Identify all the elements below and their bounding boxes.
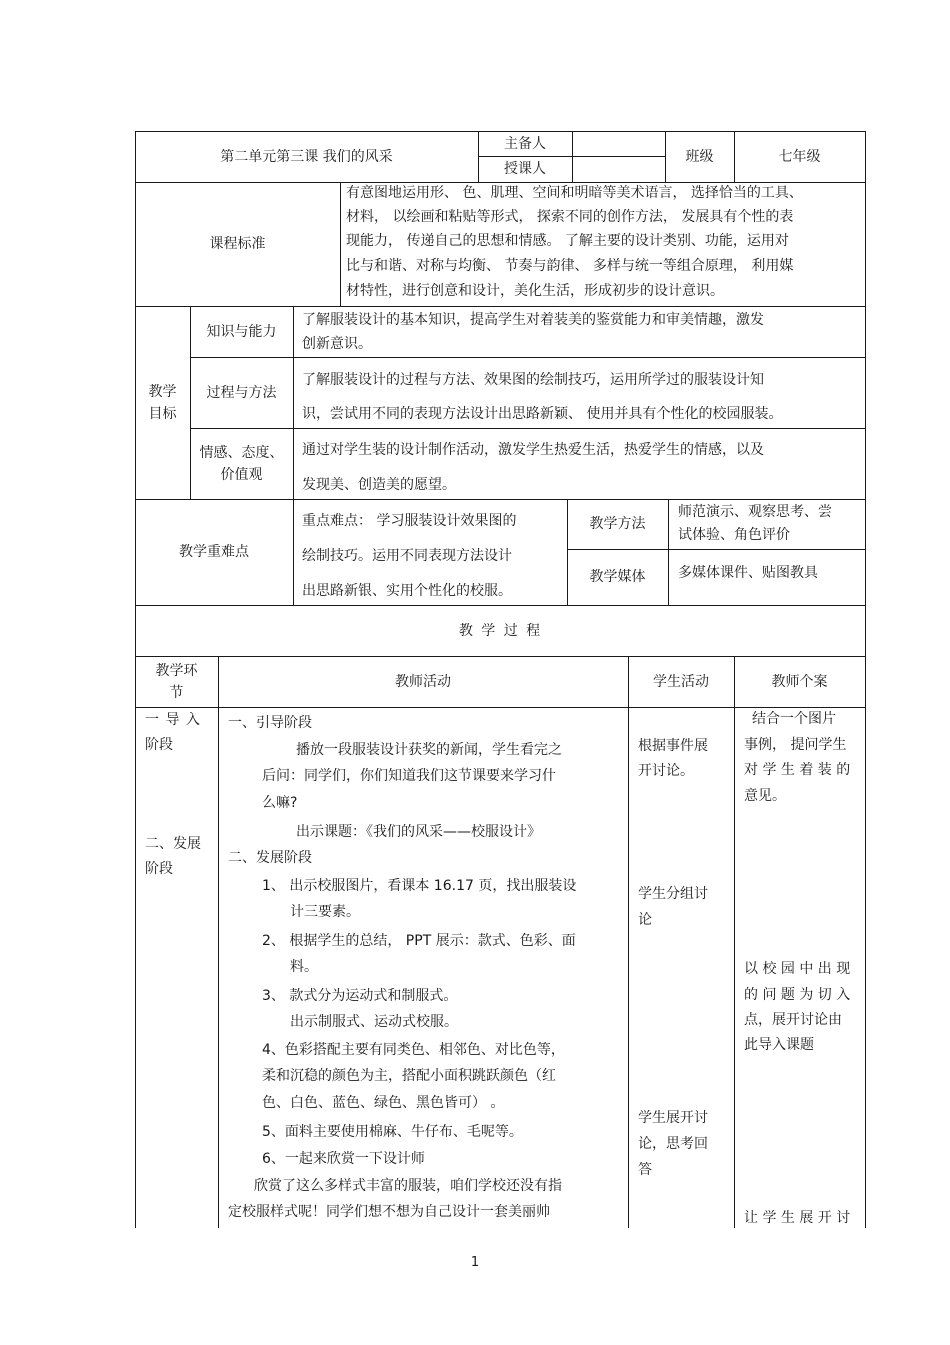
emotion-line: 发现美、创造美的愿望。 <box>302 477 456 493</box>
difficulty-line: 重点难点： 学习服装设计效果图的 <box>302 513 517 529</box>
knowledge-line: 创新意识。 <box>302 336 372 352</box>
case-line: 事例， 提问学生 <box>744 737 847 753</box>
case-line: 此导入课题 <box>744 1037 814 1053</box>
teacher-line: 定校服样式呢！同学们想不想为自己设计一套美丽帅 <box>228 1204 550 1220</box>
method-line: 试体验、角色评价 <box>678 527 790 543</box>
difficulty-line: 绘制技巧。运用不同表现方法设计 <box>302 548 512 564</box>
teacher-line: 2、 根据学生的总结， PPT 展示：款式、色彩、面 <box>262 933 576 949</box>
case-line: 结合一个图片 <box>752 711 836 727</box>
col-student-header: 学生活动 <box>653 673 709 690</box>
student-line: 论，思考回 <box>638 1136 708 1152</box>
objectives-label <box>135 306 190 499</box>
teacher-label: 授课人 <box>504 161 546 177</box>
teacher-line: 料。 <box>290 959 318 975</box>
process-line: 识，尝试用不同的表现方法设计出思路新颖、 使用并具有个性化的校园服装。 <box>302 406 783 422</box>
page-number: 1 <box>470 1255 480 1270</box>
col-case-header: 教师个案 <box>771 673 828 690</box>
case-line: 让 学 生 展 开 讨 <box>744 1210 851 1226</box>
student-line: 论 <box>638 912 652 928</box>
class-value: 七年级 <box>778 148 821 165</box>
teacher-line: 后问：同学们，你们知道我们这节课要来学习什 <box>262 768 556 784</box>
teacher-line: 1、 出示校服图片，看课本 16.17 页，找出服装设 <box>262 878 577 894</box>
media-value: 多媒体课件、贴图教具 <box>678 565 818 581</box>
class-label: 班级 <box>685 148 714 165</box>
teacher-line: 色、白色、蓝色、绿色、黑色皆可） 。 <box>262 1095 505 1111</box>
knowledge-line: 了解服装设计的基本知识，提高学生对着装美的鉴赏能力和审美情趣，激发 <box>302 312 764 328</box>
student-line: 学生展开讨 <box>638 1110 708 1126</box>
case-line: 点，展开讨论由 <box>744 1012 842 1028</box>
teacher-line: 5、面料主要使用棉麻、牛仔布、毛呢等。 <box>262 1124 523 1140</box>
standard-line: 材特性，进行创意和设计，美化生活，形成初步的设计意识。 <box>346 283 724 299</box>
col-stage-header <box>135 656 218 707</box>
process-label: 过程与方法 <box>206 384 277 401</box>
unit-title: 第二单元第三课 我们的风采 <box>220 148 393 165</box>
standard-line: 现能力， 传递自己的思想和情感。 了解主要的设计类别、功能，运用对 <box>346 233 789 249</box>
teacher-value <box>572 156 665 182</box>
stage-1-line: 一 导 入 <box>145 712 201 728</box>
case-line: 的 问 题 为 切 入 <box>744 987 851 1003</box>
stage-2-line: 二、发展 <box>145 836 201 852</box>
stage-2-line: 阶段 <box>145 861 173 877</box>
col-stage-header-line: 教学环 <box>155 662 198 679</box>
emotion-label <box>190 428 293 499</box>
standard-line: 有意图地运用形、 色、肌理、空间和明暗等美术语言， 选择恰当的工具、 <box>346 185 803 201</box>
stage-1-line: 阶段 <box>145 737 173 753</box>
process-line: 了解服装设计的过程与方法、效果图的绘制技巧，运用所学过的服装设计知 <box>302 372 764 388</box>
teacher-line: 播放一段服装设计获奖的新闻，学生看完之 <box>296 742 562 758</box>
emotion-label-line: 价值观 <box>220 466 263 483</box>
col-teacher-header: 教师活动 <box>395 673 451 690</box>
student-line: 根据事件展 <box>638 738 708 754</box>
teacher-line: 4、色彩搭配主要有同类色、相邻色、对比色等， <box>262 1042 565 1058</box>
student-line: 学生分组讨 <box>638 886 708 902</box>
teacher-line: 3、 款式分为运动式和制服式。 <box>262 988 458 1004</box>
media-label: 教学媒体 <box>589 569 646 585</box>
preparer-value <box>572 131 665 156</box>
standard-label: 课程标准 <box>209 236 266 252</box>
col-stage-header-line: 节 <box>169 684 184 701</box>
student-line: 答 <box>638 1162 652 1178</box>
teacher-line: 6、一起来欣赏一下设计师 <box>262 1151 425 1167</box>
teacher-line: 二、发展阶段 <box>228 850 312 866</box>
emotion-line: 通过对学生装的设计制作活动，激发学生热爱生活，热爱学生的情感，以及 <box>302 442 764 458</box>
student-line: 开讨论。 <box>638 763 694 779</box>
teacher-line: 出示课题：《我们的风采——校服设计》 <box>296 824 541 840</box>
objectives-label-line: 目标 <box>148 405 177 422</box>
teacher-line: 柔和沉稳的颜色为主，搭配小面积跳跃颜色（红 <box>262 1068 556 1084</box>
teacher-line: 一、引导阶段 <box>228 715 312 731</box>
case-line: 意见。 <box>744 788 786 804</box>
teacher-line: 出示制服式、运动式校服。 <box>290 1014 458 1030</box>
knowledge-label: 知识与能力 <box>206 323 277 340</box>
case-line: 以 校 园 中 出 现 <box>744 961 851 977</box>
method-label: 教学方法 <box>589 516 646 532</box>
standard-line: 比与和谐、对称与均衡、 节奏与韵律、 多样与统一等组合原理， 利用媒 <box>346 258 794 274</box>
difficulty-line: 出思路新银、实用个性化的校服。 <box>302 583 512 599</box>
method-line: 师范演示、观察思考、尝 <box>678 504 832 520</box>
teacher-line: 欣赏了这么多样式丰富的服装，咱们学校还没有指 <box>254 1178 562 1194</box>
emotion-label-line: 情感、态度、 <box>199 444 284 461</box>
preparer-label: 主备人 <box>504 135 546 152</box>
process-title: 教 学 过 程 <box>458 622 543 639</box>
teacher-line: 么嘛? <box>262 795 298 811</box>
teacher-line: 计三要素。 <box>290 904 360 920</box>
objectives-label-line: 教学 <box>148 383 177 400</box>
standard-line: 材料， 以绘画和粘贴等形式， 探索不同的创作方法， 发展具有个性的表 <box>346 209 794 225</box>
difficulty-label: 教学重难点 <box>179 544 249 560</box>
case-line: 对 学 生 着 装 的 <box>744 762 851 778</box>
